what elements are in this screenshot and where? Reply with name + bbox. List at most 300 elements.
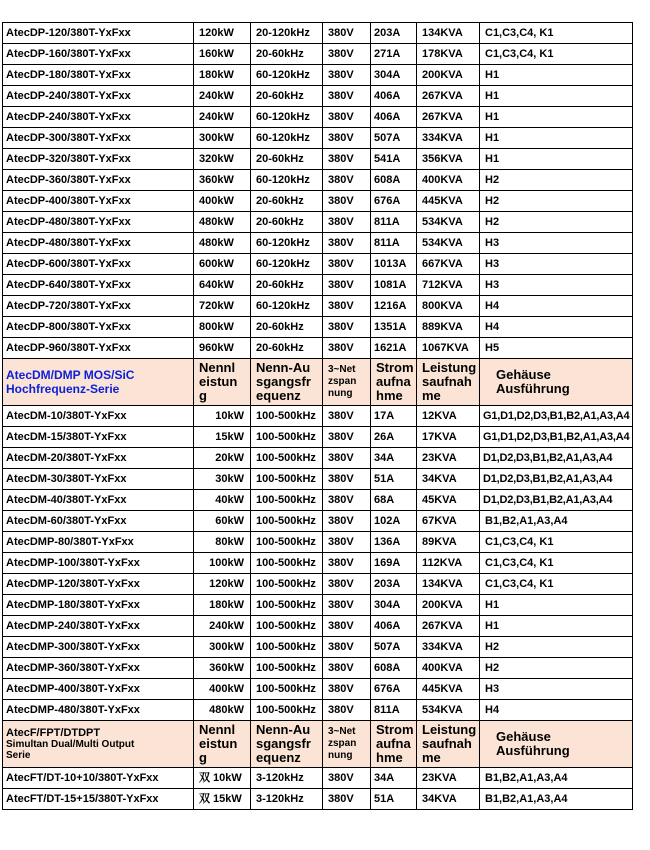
housing-cell: G1,D1,D2,D3,B1,B2,A1,A3,A4: [480, 406, 633, 427]
housing-cell: H3: [480, 275, 633, 296]
housing-cell: H2: [480, 212, 633, 233]
table-row: [3, 768, 633, 789]
va-cell: 445KVA: [417, 679, 480, 700]
model-cell: AtecFT/DT-15+15/380T-YxFxx: [3, 789, 194, 810]
table-row: [3, 700, 633, 721]
model-cell: AtecDP-960/380T-YxFxx: [3, 338, 194, 359]
power-cell: 180kW: [194, 65, 251, 86]
table-row: [3, 574, 633, 595]
current-cell: 203A: [371, 23, 417, 44]
volt-cell: 380V: [323, 233, 371, 254]
va-cell: 23KVA: [417, 448, 480, 469]
current-cell: 406A: [371, 616, 417, 637]
va-cell: 534KVA: [417, 233, 480, 254]
header-text-line: equenz: [256, 388, 301, 403]
housing-cell: H2: [480, 191, 633, 212]
header-text-line: eistun: [199, 736, 238, 751]
model-cell: AtecDMP-300/380T-YxFxx: [3, 637, 194, 658]
category-title-line: AtecF/FPT/DTDPT: [6, 727, 101, 739]
housing-cell: B1,B2,A1,A3,A4: [480, 768, 633, 789]
freq-cell: 100-500kHz: [251, 448, 323, 469]
model-cell: AtecDP-480/380T-YxFxx: [3, 233, 194, 254]
power-cell: 600kW: [194, 254, 251, 275]
va-cell: 667KVA: [417, 254, 480, 275]
housing-cell: H1: [480, 128, 633, 149]
power-cell: 300kW: [194, 128, 251, 149]
table-row: [3, 170, 633, 191]
header-text-line: saufnah: [422, 736, 472, 751]
model-cell: AtecDP-800/380T-YxFxx: [3, 317, 194, 338]
housing-cell: H4: [480, 296, 633, 317]
volt-cell: 380V: [323, 86, 371, 107]
va-cell: 800KVA: [417, 296, 480, 317]
va-cell: 45KVA: [417, 490, 480, 511]
freq-cell: 60-120kHz: [251, 65, 323, 86]
current-cell: 608A: [371, 170, 417, 191]
header-text-line: Nenn-Au: [256, 722, 311, 737]
volt-cell: 380V: [323, 768, 371, 789]
volt-cell: 380V: [323, 448, 371, 469]
volt-cell: 380V: [323, 23, 371, 44]
volt-cell: 380V: [323, 44, 371, 65]
table-row: [3, 511, 633, 532]
table-row: [3, 406, 633, 427]
volt-cell: 380V: [323, 149, 371, 170]
table-row: [3, 107, 633, 128]
housing-cell: H3: [480, 679, 633, 700]
header-text-line: eistun: [199, 374, 238, 389]
volt-cell: 380V: [323, 700, 371, 721]
va-cell: 334KVA: [417, 637, 480, 658]
volt-cell: 380V: [323, 427, 371, 448]
volt-cell: 380V: [323, 275, 371, 296]
power-cell: 15kW: [194, 427, 251, 448]
current-cell: 507A: [371, 128, 417, 149]
current-cell: 169A: [371, 553, 417, 574]
model-cell: AtecDMP-480/380T-YxFxx: [3, 700, 194, 721]
freq-cell: 100-500kHz: [251, 574, 323, 595]
model-cell: AtecDP-400/380T-YxFxx: [3, 191, 194, 212]
freq-cell: 100-500kHz: [251, 406, 323, 427]
freq-cell: 100-500kHz: [251, 595, 323, 616]
freq-cell: 20-120kHz: [251, 23, 323, 44]
va-cell: 334KVA: [417, 128, 480, 149]
power-column-header: [194, 359, 251, 406]
freq-cell: 3-120kHz: [251, 768, 323, 789]
current-cell: 34A: [371, 448, 417, 469]
volt-cell: 380V: [323, 490, 371, 511]
freq-cell: 60-120kHz: [251, 170, 323, 191]
housing-cell: H1: [480, 86, 633, 107]
category-title: [3, 359, 194, 406]
model-cell: AtecDM-15/380T-YxFxx: [3, 427, 194, 448]
power-cell: 80kW: [194, 532, 251, 553]
va-cell: 267KVA: [417, 107, 480, 128]
freq-cell: 60-120kHz: [251, 296, 323, 317]
power-cell: 40kW: [194, 490, 251, 511]
header-text-line: hme: [376, 750, 403, 765]
freq-cell: 60-120kHz: [251, 107, 323, 128]
power-cell: 240kW: [194, 107, 251, 128]
model-cell: AtecDM-20/380T-YxFxx: [3, 448, 194, 469]
volt-cell: 380V: [323, 616, 371, 637]
freq-cell: 100-500kHz: [251, 511, 323, 532]
housing-cell: H1: [480, 595, 633, 616]
current-cell: 34A: [371, 768, 417, 789]
housing-cell: B1,B2,A1,A3,A4: [480, 511, 633, 532]
housing-cell: C1,C3,C4, K1: [480, 553, 633, 574]
va-cell: 400KVA: [417, 170, 480, 191]
volt-cell: 380V: [323, 212, 371, 233]
header-text-line: equenz: [256, 750, 301, 765]
table-row: [3, 65, 633, 86]
table-row: [3, 427, 633, 448]
volt-cell: 380V: [323, 170, 371, 191]
housing-cell: C1,C3,C4, K1: [480, 574, 633, 595]
volt-cell: 380V: [323, 65, 371, 86]
housing-cell: D1,D2,D3,B1,B2,A1,A3,A4: [480, 490, 633, 511]
current-cell: 507A: [371, 637, 417, 658]
category-title-line: Simultan Dual/Multi Output: [6, 739, 135, 750]
table-row: [3, 44, 633, 65]
housing-cell: H2: [480, 658, 633, 679]
current-cell: 676A: [371, 191, 417, 212]
volt-cell: 380V: [323, 107, 371, 128]
freq-cell: 100-500kHz: [251, 490, 323, 511]
housing-column-header: [480, 359, 633, 406]
va-cell: 112KVA: [417, 553, 480, 574]
power-cell: 400kW: [194, 679, 251, 700]
va-cell: 534KVA: [417, 700, 480, 721]
current-column-header: [371, 721, 417, 768]
volt-cell: 380V: [323, 637, 371, 658]
header-text-line: saufnah: [422, 374, 472, 389]
va-cell: 400KVA: [417, 658, 480, 679]
volt-cell: 380V: [323, 532, 371, 553]
freq-cell: 20-60kHz: [251, 317, 323, 338]
housing-cell: H3: [480, 254, 633, 275]
freq-cell: 100-500kHz: [251, 700, 323, 721]
va-cell: 445KVA: [417, 191, 480, 212]
va-cell: 267KVA: [417, 86, 480, 107]
freq-cell: 3-120kHz: [251, 789, 323, 810]
power-cell: 120kW: [194, 23, 251, 44]
volt-cell: 380V: [323, 128, 371, 149]
freq-cell: 20-60kHz: [251, 275, 323, 296]
power-cell: 60kW: [194, 511, 251, 532]
freq-cell: 20-60kHz: [251, 212, 323, 233]
table-row: [3, 553, 633, 574]
model-cell: AtecDP-720/380T-YxFxx: [3, 296, 194, 317]
model-cell: AtecDMP-180/380T-YxFxx: [3, 595, 194, 616]
freq-cell: 60-120kHz: [251, 254, 323, 275]
current-cell: 26A: [371, 427, 417, 448]
freq-cell: 20-60kHz: [251, 191, 323, 212]
housing-cell: B1,B2,A1,A3,A4: [480, 789, 633, 810]
volt-cell: 380V: [323, 658, 371, 679]
freq-cell: 60-120kHz: [251, 233, 323, 254]
freq-cell: 60-120kHz: [251, 128, 323, 149]
power-cell: 双 10kW: [194, 768, 251, 789]
power-cell: 240kW: [194, 616, 251, 637]
current-cell: 1621A: [371, 338, 417, 359]
housing-cell: H5: [480, 338, 633, 359]
freq-cell: 20-60kHz: [251, 149, 323, 170]
current-cell: 136A: [371, 532, 417, 553]
header-text-line: 3~Net: [328, 364, 356, 375]
header-text-line: nung: [328, 750, 353, 761]
power-cell: 480kW: [194, 212, 251, 233]
va-cell: 34KVA: [417, 469, 480, 490]
table-row: [3, 789, 633, 810]
volt-cell: 380V: [323, 469, 371, 490]
table-row: [3, 595, 633, 616]
header-text-line: Nennl: [199, 722, 236, 737]
header-text-line: Ausführung: [496, 743, 570, 758]
power-cell: 160kW: [194, 44, 251, 65]
va-cell: 89KVA: [417, 532, 480, 553]
header-text-line: me: [422, 388, 441, 403]
header-text-line: nung: [328, 388, 353, 399]
freq-column-header: [251, 359, 323, 406]
housing-cell: H1: [480, 107, 633, 128]
current-cell: 51A: [371, 469, 417, 490]
table-row: [3, 254, 633, 275]
model-cell: AtecDM-60/380T-YxFxx: [3, 511, 194, 532]
volt-cell: 380V: [323, 191, 371, 212]
housing-cell: H3: [480, 233, 633, 254]
header-text-line: hme: [376, 388, 403, 403]
table-row: [3, 191, 633, 212]
model-cell: AtecDM-10/380T-YxFxx: [3, 406, 194, 427]
category-title: [3, 721, 194, 768]
va-cell: 134KVA: [417, 23, 480, 44]
volt-cell: 380V: [323, 338, 371, 359]
category-title-line: AtecDM/DMP MOS/SiC: [6, 368, 135, 382]
power-cell: 10kW: [194, 406, 251, 427]
power-cell: 240kW: [194, 86, 251, 107]
volt-column-header: [323, 359, 371, 406]
table-row: [3, 658, 633, 679]
header-text-line: Gehäuse: [496, 367, 551, 382]
housing-column-header: [480, 721, 633, 768]
power-cell: 360kW: [194, 658, 251, 679]
freq-cell: 100-500kHz: [251, 427, 323, 448]
freq-cell: 100-500kHz: [251, 616, 323, 637]
power-cell: 640kW: [194, 275, 251, 296]
model-cell: AtecDP-120/380T-YxFxx: [3, 23, 194, 44]
category-header-row: [3, 359, 633, 406]
header-text-line: zspan: [328, 376, 357, 387]
volt-cell: 380V: [323, 511, 371, 532]
power-cell: 720kW: [194, 296, 251, 317]
freq-column-header: [251, 721, 323, 768]
model-cell: AtecDM-40/380T-YxFxx: [3, 490, 194, 511]
header-text-line: sgangsfr: [256, 736, 311, 751]
volt-cell: 380V: [323, 789, 371, 810]
table-row: [3, 448, 633, 469]
va-cell: 889KVA: [417, 317, 480, 338]
power-column-header: [194, 721, 251, 768]
housing-cell: H4: [480, 700, 633, 721]
volt-cell: 380V: [323, 317, 371, 338]
freq-cell: 100-500kHz: [251, 658, 323, 679]
header-text-line: g: [199, 750, 207, 765]
current-cell: 676A: [371, 679, 417, 700]
volt-cell: 380V: [323, 254, 371, 275]
model-cell: AtecDMP-100/380T-YxFxx: [3, 553, 194, 574]
category-header-row: [3, 721, 633, 768]
freq-cell: 20-60kHz: [251, 338, 323, 359]
current-cell: 51A: [371, 789, 417, 810]
model-cell: AtecDP-480/380T-YxFxx: [3, 212, 194, 233]
va-column-header: [417, 359, 480, 406]
volt-cell: 380V: [323, 595, 371, 616]
header-text-line: Gehäuse: [496, 729, 551, 744]
header-text-line: Nennl: [199, 360, 236, 375]
header-text-line: 3~Net: [328, 726, 356, 737]
current-cell: 304A: [371, 65, 417, 86]
current-cell: 541A: [371, 149, 417, 170]
table-row: [3, 149, 633, 170]
va-cell: 17KVA: [417, 427, 480, 448]
power-cell: 180kW: [194, 595, 251, 616]
current-cell: 68A: [371, 490, 417, 511]
table-row: [3, 338, 633, 359]
current-cell: 1351A: [371, 317, 417, 338]
volt-cell: 380V: [323, 406, 371, 427]
va-cell: 200KVA: [417, 595, 480, 616]
power-cell: 480kW: [194, 233, 251, 254]
volt-cell: 380V: [323, 679, 371, 700]
specification-table: [2, 22, 633, 810]
va-cell: 67KVA: [417, 511, 480, 532]
power-cell: 480kW: [194, 700, 251, 721]
header-text-line: aufna: [376, 736, 411, 751]
table-row: [3, 469, 633, 490]
model-cell: AtecDMP-120/380T-YxFxx: [3, 574, 194, 595]
power-cell: 400kW: [194, 191, 251, 212]
current-cell: 271A: [371, 44, 417, 65]
table-row: [3, 490, 633, 511]
model-cell: AtecDM-30/380T-YxFxx: [3, 469, 194, 490]
header-text-line: zspan: [328, 738, 357, 749]
va-cell: 178KVA: [417, 44, 480, 65]
table-row: [3, 23, 633, 44]
table-row: [3, 212, 633, 233]
header-text-line: Nenn-Au: [256, 360, 311, 375]
power-cell: 双 15kW: [194, 789, 251, 810]
va-cell: 356KVA: [417, 149, 480, 170]
model-cell: AtecDP-360/380T-YxFxx: [3, 170, 194, 191]
power-cell: 800kW: [194, 317, 251, 338]
table-row: [3, 317, 633, 338]
freq-cell: 100-500kHz: [251, 532, 323, 553]
current-cell: 608A: [371, 658, 417, 679]
housing-cell: C1,C3,C4, K1: [480, 532, 633, 553]
model-cell: AtecDMP-400/380T-YxFxx: [3, 679, 194, 700]
category-title-line: Serie: [6, 750, 31, 761]
table-row: [3, 679, 633, 700]
model-cell: AtecDP-300/380T-YxFxx: [3, 128, 194, 149]
power-cell: 20kW: [194, 448, 251, 469]
housing-cell: H1: [480, 149, 633, 170]
model-cell: AtecDP-240/380T-YxFxx: [3, 86, 194, 107]
power-cell: 300kW: [194, 637, 251, 658]
table-row: [3, 233, 633, 254]
freq-cell: 100-500kHz: [251, 553, 323, 574]
va-cell: 34KVA: [417, 789, 480, 810]
housing-cell: C1,C3,C4, K1: [480, 44, 633, 65]
power-cell: 120kW: [194, 574, 251, 595]
housing-cell: H2: [480, 637, 633, 658]
freq-cell: 20-60kHz: [251, 86, 323, 107]
freq-cell: 100-500kHz: [251, 469, 323, 490]
model-cell: AtecDMP-80/380T-YxFxx: [3, 532, 194, 553]
current-cell: 811A: [371, 212, 417, 233]
volt-column-header: [323, 721, 371, 768]
va-cell: 134KVA: [417, 574, 480, 595]
model-cell: AtecDP-180/380T-YxFxx: [3, 65, 194, 86]
va-cell: 1067KVA: [417, 338, 480, 359]
power-cell: 360kW: [194, 170, 251, 191]
model-cell: AtecDP-160/380T-YxFxx: [3, 44, 194, 65]
housing-cell: H2: [480, 170, 633, 191]
table-body: [3, 23, 633, 810]
va-cell: 534KVA: [417, 212, 480, 233]
volt-cell: 380V: [323, 574, 371, 595]
volt-cell: 380V: [323, 553, 371, 574]
table-row: [3, 532, 633, 553]
freq-cell: 100-500kHz: [251, 637, 323, 658]
power-cell: 100kW: [194, 553, 251, 574]
model-cell: AtecDP-600/380T-YxFxx: [3, 254, 194, 275]
current-cell: 1216A: [371, 296, 417, 317]
current-cell: 406A: [371, 107, 417, 128]
va-cell: 12KVA: [417, 406, 480, 427]
housing-cell: D1,D2,D3,B1,B2,A1,A3,A4: [480, 448, 633, 469]
current-cell: 1081A: [371, 275, 417, 296]
housing-cell: H1: [480, 616, 633, 637]
housing-cell: H4: [480, 317, 633, 338]
model-cell: AtecDMP-240/380T-YxFxx: [3, 616, 194, 637]
power-cell: 320kW: [194, 149, 251, 170]
va-column-header: [417, 721, 480, 768]
housing-cell: G1,D1,D2,D3,B1,B2,A1,A3,A4: [480, 427, 633, 448]
table-row: [3, 86, 633, 107]
model-cell: AtecDMP-360/380T-YxFxx: [3, 658, 194, 679]
model-cell: AtecFT/DT-10+10/380T-YxFxx: [3, 768, 194, 789]
header-text-line: aufna: [376, 374, 411, 389]
header-text-line: g: [199, 388, 207, 403]
housing-cell: D1,D2,D3,B1,B2,A1,A3,A4: [480, 469, 633, 490]
current-cell: 1013A: [371, 254, 417, 275]
table-row: [3, 637, 633, 658]
freq-cell: 100-500kHz: [251, 679, 323, 700]
table-row: [3, 296, 633, 317]
model-cell: AtecDP-640/380T-YxFxx: [3, 275, 194, 296]
freq-cell: 20-60kHz: [251, 44, 323, 65]
header-text-line: Ausführung: [496, 381, 570, 396]
table-row: [3, 275, 633, 296]
current-cell: 406A: [371, 86, 417, 107]
header-text-line: sgangsfr: [256, 374, 311, 389]
header-text-line: me: [422, 750, 441, 765]
category-title-line: Hochfrequenz-Serie: [6, 382, 120, 396]
header-text-line: Strom: [376, 722, 414, 737]
housing-cell: C1,C3,C4, K1: [480, 23, 633, 44]
current-column-header: [371, 359, 417, 406]
